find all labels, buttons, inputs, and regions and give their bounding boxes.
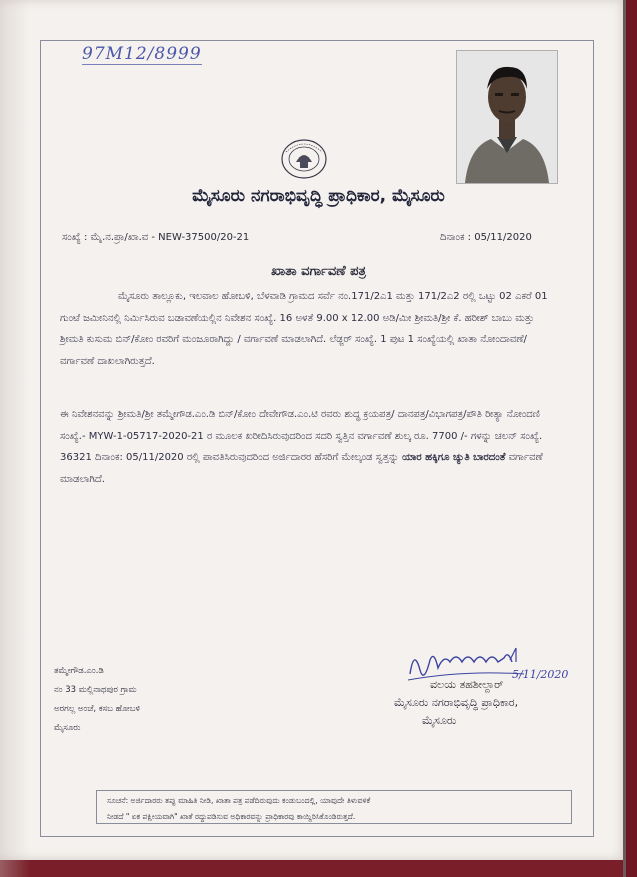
signatory-office: ಮೈಸೂರು ನಗರಾಭಿವೃದ್ಧಿ ಪ್ರಾಧಿಕಾರ,: [394, 696, 519, 709]
recipient-address: [54, 662, 140, 738]
reference-number: ಸಂಖ್ಯೆ : ಮೈ.ನ.ಪ್ರಾ/ಖಾ.ವ - NEW-37500/20-21: [62, 232, 250, 243]
signatory-block: [394, 676, 519, 730]
handwritten-reference-number: 97M12/8999: [82, 44, 202, 64]
applicant-photo: [456, 50, 558, 184]
rights-clause: ಯಾರ ಹಕ್ಕಿಗೂ ಚ್ಯುತಿ ಬಾರದಂತೆ: [402, 452, 506, 463]
transfer-details-end: ವರ್ಗಾವಣೆ ಮಾಡಲಾಗಿದೆ.: [60, 452, 543, 485]
address-line: ಅರಗಲ್ಲ ಅಂಚೆ, ಕಸಬ ಹೋಬಳಿ: [54, 704, 141, 714]
authority-emblem: [272, 138, 336, 180]
property-details-paragraph: ಮೈಸೂರು ತಾಲ್ಲೂಕು, ಇಲವಾಲ ಹೋಬಳಿ, ಬೆಳವಾಡಿ ಗ್ರಾಮದ ಸರ್ವೆ ನಂ.171/2ಎ1 ಮತ್ತು 171/2ಎ2 ರಲ್ಲಿ ಒಟ್ಟು 02 ಎಕರೆ 01 ಗುಂಟೆ ಜಮೀನಿನಲ್ಲಿ ನಿರ್ಮಿಸಿರುವ ಬಡಾವಣೆಯಲ್ಲಿನ ನಿವೇಶನ ಸಂಖ್ಯೆ. 16 ಅಳತೆ 9.00 x 12.00 ಅಡಿ/ಮೀ ಶ್ರೀಮತಿ/ಶ್ರೀ ಕೆ. ಹರೀಶ್ ಬಾಬು ಮತ್ತು ಶ್ರೀಮತಿ ಕುಸುಮ ಬಿನ್/ಕೋಂ ರವರಿಗೆ ಮಂಜೂರಾಗಿದ್ದು / ವರ್ಗಾವಣೆ ಮಾಡಲಾಗಿದೆ. ಲೆಡ್ಜರ್ ಸಂಖ್ಯೆ. 1 ಪುಟ 1 ಸಂಖ್ಯೆಯಲ್ಲಿ ಖಾತಾ ನೋಂದಾವಣೆ/ ವರ್ಗಾವಣೆ ದಾಖಲಾಗಿರುತ್ತದೆ.: [60, 291, 548, 367]
office-title: ಮೈಸೂರು ನಗರಾಭಿವೃದ್ಧಿ ಪ್ರಾಧಿಕಾರ, ಮೈಸೂರು: [192, 186, 445, 206]
disclaimer-notice: [96, 790, 572, 824]
notice-line: ನೀಡದೆ " ಏಕ ಪಕ್ಷೀಯವಾಗಿ" ಖಾತೆ ರದ್ದುಪಡಿಸುವ ಅಧಿಕಾರವನ್ನು ಪ್ರಾಧಿಕಾರವು ಕಾಯ್ದಿರಿಸಿಕೊಂಡಿರುತ್ತದೆ.: [107, 812, 356, 821]
address-line: ನಂ 33 ಮಲ್ಲಿನಾಥಪುರ ಗ್ರಾಮ: [54, 685, 137, 695]
notice-line: ಸೂಚನೆ: ಅರ್ಜಿದಾರರು ತಪ್ಪು ಮಾಹಿತಿ ನೀಡಿ, ಖಾತಾ ಪತ್ರ ಪಡೆದಿರುವುದು ಕಂಡುಬಂದಲ್ಲಿ, ಯಾವುದೇ ತಿಳುವಳಿಕೆ: [107, 796, 371, 805]
binding-cover: [626, 0, 637, 877]
transfer-details-text: ಈ ನಿವೇಶನವನ್ನು ಶ್ರೀಮತಿ/ಶ್ರೀ ತಮ್ಮೇಗೌಡ.ಎಂ.ಡಿ ಬಿನ್/ಕೋಂ ದೇವೇಗೌಡ.ಎಂ.ಟಿ ರವರು ಶುದ್ಧ ಕ್ರಯಪತ್ರ/ ದಾನಪತ್ರ/ವಿಭಾಗಪತ್ರ/ಪೌತಿ ರೀತ್ಯಾ ನೋಂದಣಿ ಸಂಖ್ಯೆ.- MYW-1-05717-2020-21 ರ ಮೂಲಕ ಖರೀದಿಸಿರುವುದರಿಂದ ಸದರಿ ಸ್ವತ್ತಿನ ವರ್ಗಾವಣೆ ಶುಲ್ಕ ರೂ. 7700 /- ಗಳನ್ನು ಚಲನ್ ಸಂಖ್ಯೆ. 36321 ದಿನಾಂಕ: 05/11/2020 ರಲ್ಲಿ ಪಾವತಿಸಿರುವುದರಿಂದ ಅರ್ಜಿದಾರರ ಹೆಸರಿಗೆ ಮೇಲ್ಕಂಡ ಸ್ವತ್ತನ್ನು: [60, 409, 543, 463]
issue-date: ದಿನಾಂಕ : 05/11/2020: [440, 232, 532, 243]
transfer-details-paragraph: [60, 404, 560, 490]
address-line: ಮೈಸೂರು: [54, 723, 81, 733]
signatory-designation: ವಲಯ ತಹಶೀಲ್ದಾರ್: [430, 678, 504, 691]
signature-date: 5/11/2020: [512, 668, 569, 681]
address-line: ತಮ್ಮೇಗೌಡ.ಎಂ.ಡಿ: [54, 666, 104, 676]
paper-shadow: [0, 0, 30, 877]
signatory-city: ಮೈಸೂರು: [422, 714, 457, 727]
document-title: ಖಾತಾ ವರ್ಗಾವಣೆ ಪತ್ರ: [271, 264, 366, 279]
